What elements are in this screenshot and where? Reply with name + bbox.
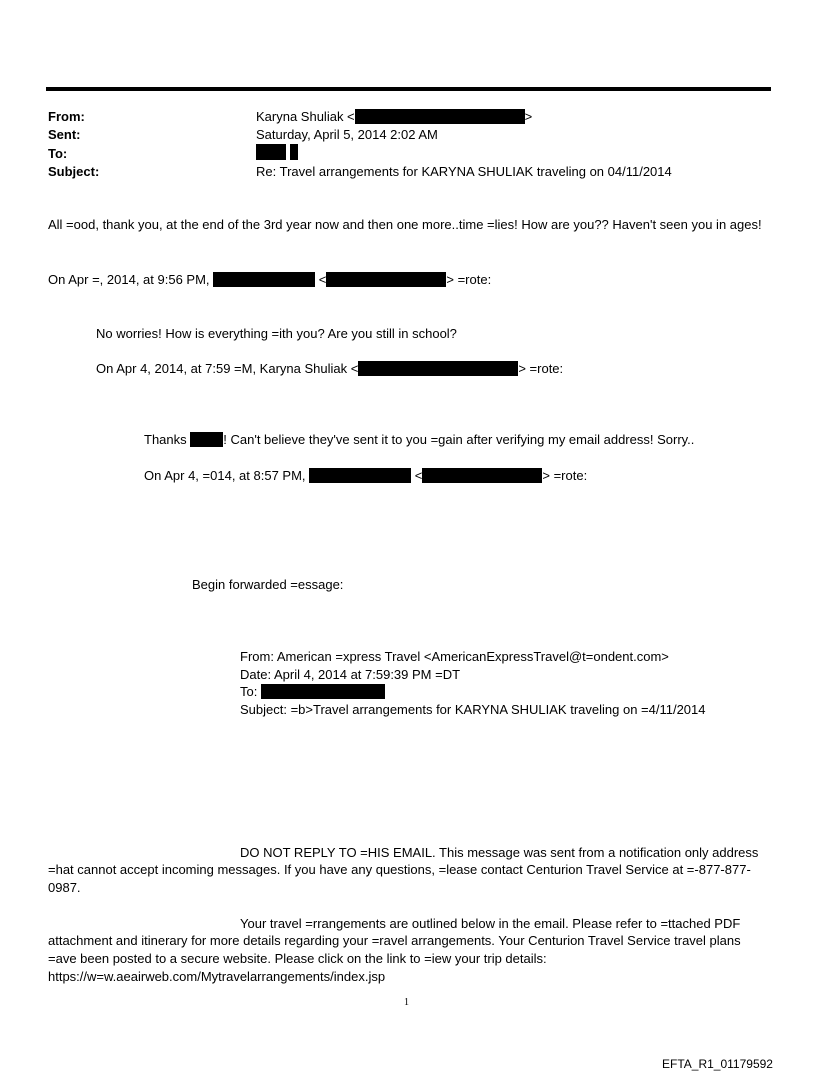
forward-subject: Subject: =b>Travel arrangements for KARYNA SHULIAK traveling on =4/11/2014 (240, 702, 706, 717)
redaction-block (422, 468, 542, 483)
forward-from: From: American =xpress Travel <AmericanExpressTravel@t=ondent.com> (240, 649, 669, 664)
travel-paragraph: attachment and itinerary for more details regarding your =ravel arrangements. Your Centurion Travel Service travel plans =ave been posted to a secure website. Please click on the link to =iew your trip details: https://w=w.aeairweb.com/Mytravelarrangements/index.jsp (48, 933, 741, 984)
to-value (256, 144, 298, 160)
quote-1-prefix: On Apr =, 2014, at 9:56 PM, (48, 272, 210, 287)
quote-2-suffix: > =rote: (518, 361, 564, 376)
reply-2-suffix: ! Can't believe they've sent it to you =gain after verifying my email address! Sorry.. (223, 432, 695, 447)
subject-value: Re: Travel arrangements for KARYNA SHULIAK traveling on 04/11/2014 (256, 164, 672, 179)
forward-to-label: To: (240, 684, 258, 699)
subject-label: Subject: (48, 164, 100, 179)
from-name: Karyna Shuliak < (256, 109, 355, 124)
page-number: 1 (404, 997, 409, 1008)
from-close: > (524, 109, 533, 124)
quote-1-lt: < (318, 272, 327, 287)
sent-label: Sent: (48, 127, 81, 142)
quote-line-3 (144, 467, 587, 484)
reply-2-prefix: Thanks (144, 432, 187, 447)
sent-value: Saturday, April 5, 2014 2:02 AM (256, 127, 438, 142)
redaction-block (290, 144, 298, 160)
forward-date: Date: April 4, 2014 at 7:59:39 PM =DT (240, 667, 461, 682)
quote-1-suffix: > =rote: (446, 272, 492, 287)
from-label: From: (48, 109, 85, 124)
notice-first-line: DO NOT REPLY TO =HIS EMAIL. This message was sent from a notification only address (240, 845, 759, 860)
footer-id: EFTA_R1_01179592 (662, 1057, 773, 1071)
from-value (256, 109, 532, 124)
redaction-block (261, 684, 385, 699)
redaction-block (326, 272, 446, 287)
travel-first-line: Your travel =rrangements are outlined below in the email. Please refer to =ttached PDF (240, 916, 741, 931)
redaction-block (213, 272, 315, 287)
notice-paragraph: =hat cannot accept incoming messages. If you have any questions, =lease contact Centurion Travel Service at =-877-877-0987. (48, 862, 751, 895)
forward-to (240, 683, 385, 700)
redaction-block (190, 432, 223, 447)
quote-3-prefix: On Apr 4, =014, at 8:57 PM, (144, 468, 306, 483)
quote-2-prefix: On Apr 4, 2014, at 7:59 =M, Karyna Shuliak < (96, 361, 359, 376)
forwarded-heading: Begin forwarded =essage: (192, 577, 344, 592)
quote-line-2 (96, 360, 563, 377)
quote-line-1 (48, 271, 491, 288)
redaction-block (355, 109, 525, 124)
redaction-block (358, 361, 518, 376)
quote-3-suffix: > =rote: (542, 468, 588, 483)
reply-paragraph: All =ood, thank you, at the end of the 3rd year now and then one more..time =lies! How are you?? Haven't seen you in ages! (48, 217, 762, 232)
header-rule (46, 87, 771, 91)
redaction-block (256, 144, 286, 160)
to-label: To: (48, 146, 68, 161)
quote-3-lt: < (414, 468, 423, 483)
reply-line-1: No worries! How is everything =ith you? Are you still in school? (96, 326, 457, 341)
reply-line-2 (144, 431, 694, 448)
redaction-block (309, 468, 411, 483)
